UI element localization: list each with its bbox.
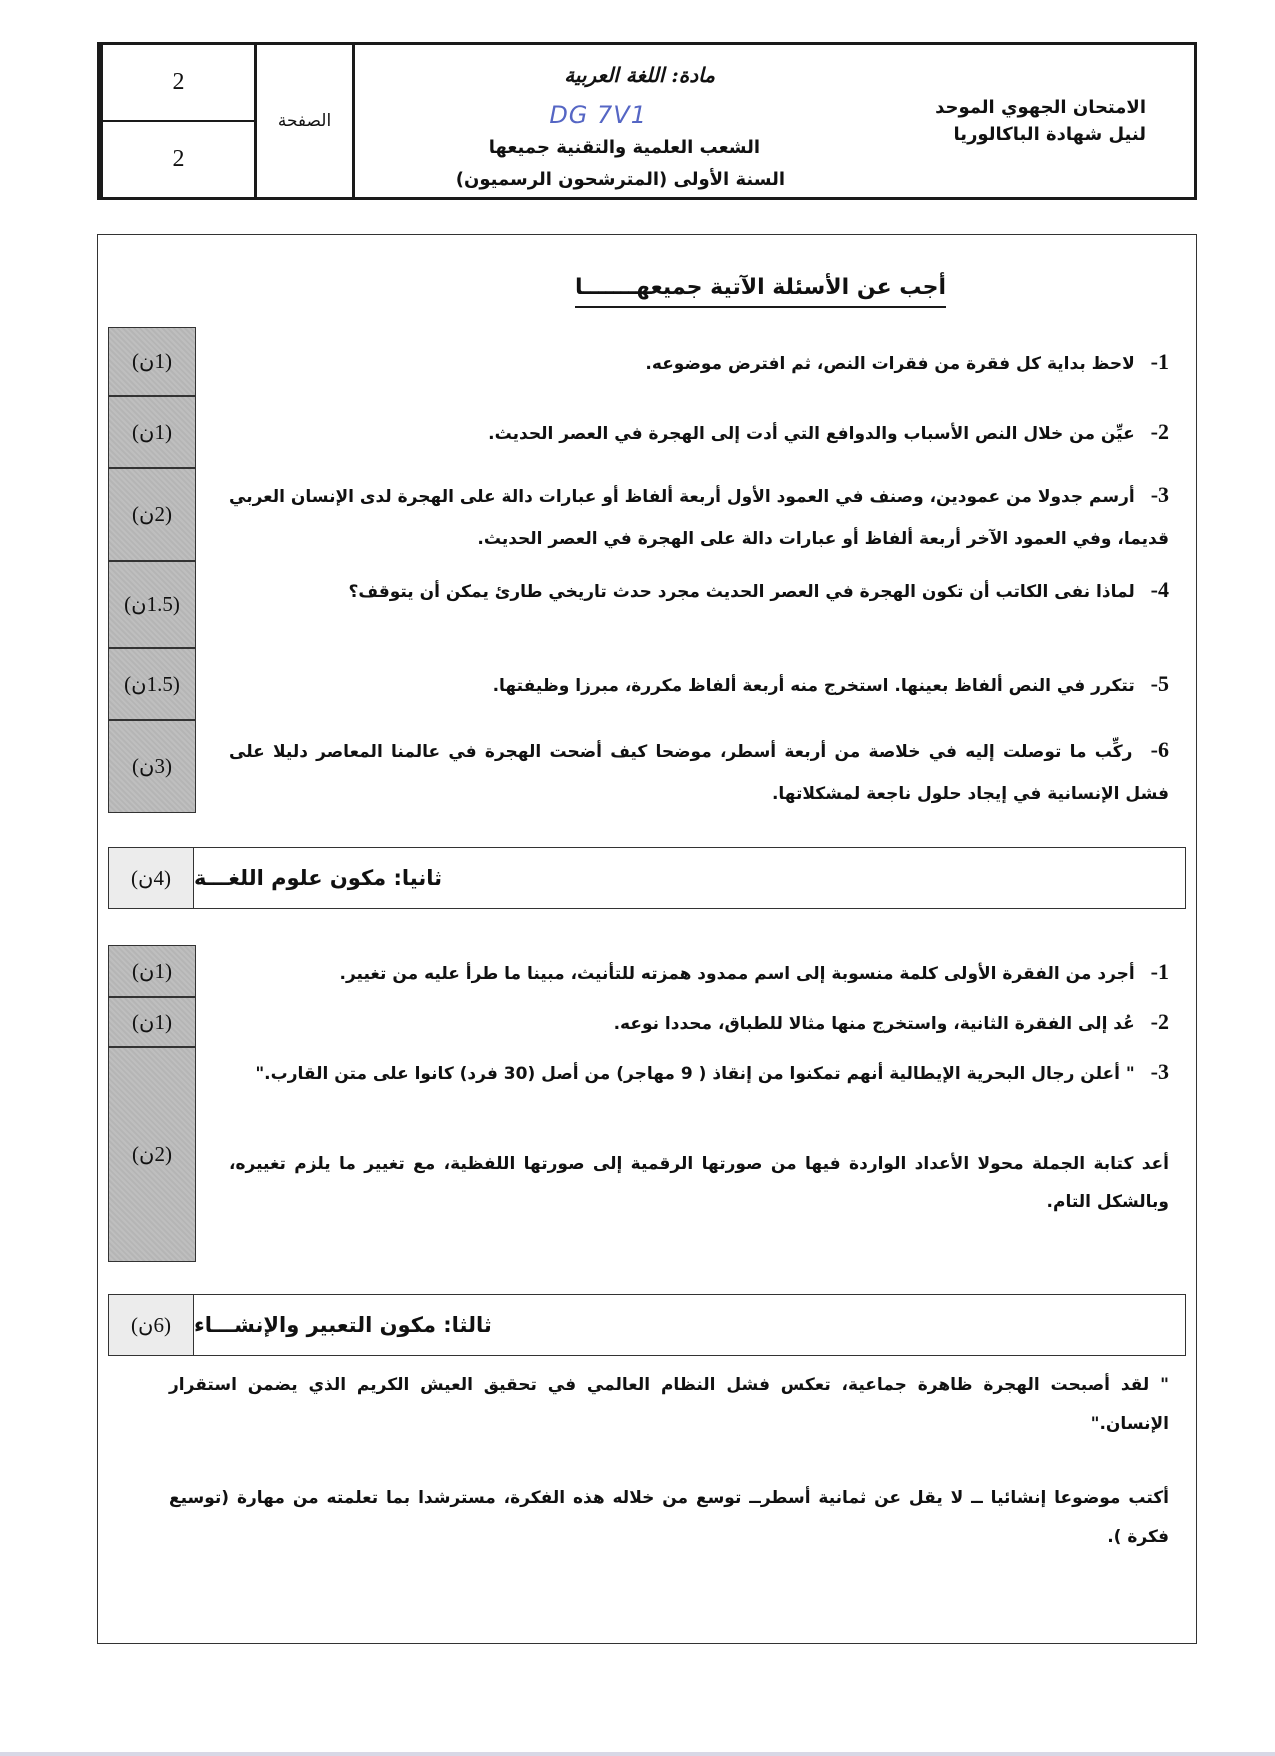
page-total: 2: [172, 146, 185, 172]
year-line: السنة الأولى (المترشحون الرسميون): [455, 169, 785, 190]
essay-quote: " لقد أصبحت الهجرة ظاهرة جماعية، تعكس فشل النظام العالمي في تحقيق العيش الكريم الذي يضمن استقرار الإنسان.": [169, 1375, 1169, 1435]
question-3-text: أرسم جدولا من عمودين، وصنف في العمود الأول أربعة ألفاظ أو عبارات دالة على الهجرة لدى الإنسان العربي قديما، وفي العمود الآخر أربعة ألفاظ أو عبارات دالة على الهجرة في العصر الحديث.: [229, 487, 1169, 549]
question-1: [229, 337, 1169, 387]
section2-title: ثانيا: مكون علوم اللغـــة: [194, 866, 443, 890]
handwritten-code: DG 7V1: [549, 101, 647, 129]
branches-line: الشعب العلمية والتقنية جميعها: [488, 137, 760, 158]
score-q3: (2ن): [108, 468, 196, 561]
question-3: [229, 470, 1169, 558]
question-4: [229, 565, 1169, 615]
question-1-text: لاحظ بداية كل فقرة من فقرات النص، ثم افترض موضوعه.: [645, 354, 1135, 374]
section3-title: ثالثا: مكون التعبير والإنشـــاء: [194, 1313, 492, 1337]
question-6: [229, 725, 1169, 813]
score-q1: (1ن): [108, 327, 196, 396]
section3-bar: [108, 1294, 1186, 1356]
lang-question-1-text: أجرد من الفقرة الأولى كلمة منسوبة إلى اسم ممدود همزته للتأنيث، مبينا ما طرأ عليه من تغيير.: [339, 964, 1135, 984]
lang-question-3-text: " أعلن رجال البحرية الإيطالية أنهم تمكنوا من إنقاذ ( 9 مهاجر) من أصل (30 فرد) كانوا على متن القارب.": [255, 1064, 1135, 1084]
question-3-number: 3-: [1150, 482, 1170, 507]
score-q4: (1.5ن): [108, 561, 196, 648]
question-2: [229, 407, 1169, 457]
question-6-text: ركِّب ما توصلت إليه في خلاصة من أربعة أسطر، موضحا كيف أضحت الهجرة في عالمنا المعاصر دليلا على فشل الإنسانية في إيجاد حلول ناجعة لمشكلاتها.: [229, 742, 1169, 804]
question-2-number: 2-: [1150, 419, 1169, 444]
question-5-text: تتكرر في النص ألفاظ بعينها. استخرج منه أربعة ألفاظ مكررة، مبرزا وظيفتها.: [492, 676, 1135, 696]
lang-question-3: [229, 1047, 1169, 1097]
subject-cell: [352, 45, 875, 197]
exam-title-line2: لنيل شهادة الباكالوريا: [953, 124, 1146, 145]
exam-title-cell: [875, 45, 1194, 197]
lang-question-3-instruction: أعد كتابة الجملة محولا الأعداد الواردة فيها من صورتها الرقمية إلى صورتها اللفظية، مع تغيير ما يلزم تغييره، وبالشكل التام.: [229, 1154, 1169, 1213]
page-label: الصفحة: [254, 45, 352, 197]
score-lang-q3: (2ن): [108, 1047, 196, 1262]
lang-question-1: [229, 947, 1169, 997]
score-lang-q2: (1ن): [108, 997, 196, 1047]
subject-title: مادة: اللغة العربية: [564, 63, 715, 87]
question-5: [229, 659, 1169, 709]
exam-body: [97, 234, 1197, 1644]
score-q5: (1.5ن): [108, 648, 196, 720]
score-q6: (3ن): [108, 720, 196, 813]
question-4-text: لماذا نفى الكاتب أن تكون الهجرة في العصر الحديث مجرد حدث تاريخي طارئ يمكن أن يتوقف؟: [348, 582, 1135, 602]
lang-question-2-text: عُد إلى الفقرة الثانية، واستخرج منها مثالا للطباق، محددا نوعه.: [613, 1014, 1135, 1034]
question-4-number: 4-: [1150, 577, 1169, 602]
lang-question-1-number: 1-: [1150, 959, 1169, 984]
exam-title-line1: الامتحان الجهوي الموحد: [935, 97, 1146, 118]
question-5-number: 5-: [1150, 671, 1169, 696]
score-lang-q1: (1ن): [108, 945, 196, 997]
section3-score: (6ن): [109, 1295, 194, 1355]
question-1-number: 1-: [1150, 349, 1169, 374]
section1-title: أجب عن الأسئلة الآتية جميعهـــــــا: [575, 275, 946, 308]
essay-instruction: أكتب موضوعا إنشائيا ــ لا يقل عن ثمانية أسطرــ توسع من خلاله هذه الفكرة، مسترشدا بما تعلمته من مهارة (توسيع فكرة ).: [169, 1488, 1169, 1548]
lang-question-2: [229, 997, 1169, 1047]
section2-score: (4ن): [109, 848, 194, 908]
lang-question-3-number: 3-: [1150, 1059, 1169, 1084]
question-6-number: 6-: [1150, 737, 1169, 762]
page-bottom-edge: [0, 1752, 1275, 1756]
lang-question-2-number: 2-: [1150, 1009, 1169, 1034]
score-q2: (1ن): [108, 396, 196, 468]
question-2-text: عيِّن من خلال النص الأسباب والدوافع التي أدت إلى الهجرة في العصر الحديث.: [488, 424, 1135, 444]
page-number-cells: [100, 45, 254, 197]
section2-bar: [108, 847, 1186, 909]
exam-header: [97, 42, 1197, 200]
page-current: 2: [103, 45, 254, 122]
